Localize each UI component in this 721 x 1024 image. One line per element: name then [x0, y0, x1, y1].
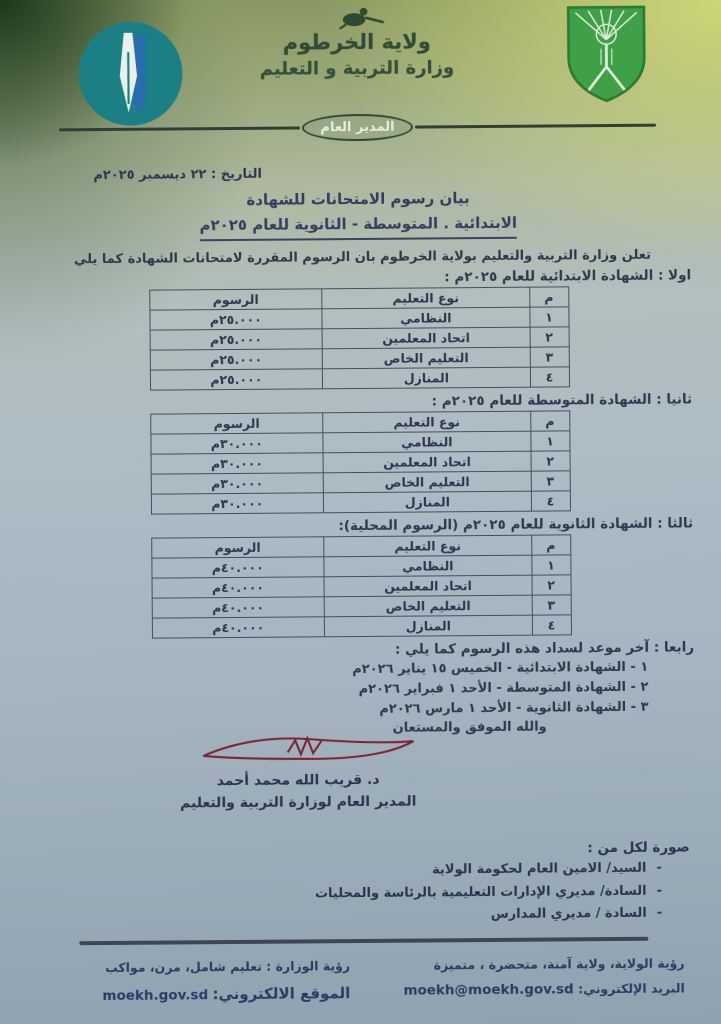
cell-fees: ٣٠.٠٠٠م — [151, 493, 324, 514]
col-header-type: نوع التعليم — [322, 287, 530, 309]
col-header-no: م — [529, 287, 568, 307]
table-row — [152, 615, 571, 638]
cell-no: ٢ — [530, 327, 569, 347]
state-shield-emblem-icon — [561, 2, 652, 111]
section-heading-intermediate: ثانيا : الشهادة المتوسطة للعام ٢٠٢٥م : — [431, 391, 693, 410]
copies-heading: صورة لكل من : — [587, 839, 690, 857]
deadline-item: ٢ - الشهادة المتوسطة - الأحد ١ فبراير ٢٠٢٦م — [358, 679, 649, 698]
letterhead — [0, 0, 718, 153]
website-address: moekh.gov.sd — [102, 986, 209, 1004]
section-heading-secondary: ثالثا : الشهادة الثانوية للعام ٢٠٢٥م (الرسوم المحلية): — [338, 515, 694, 535]
website-label: الموقع الالكتروني: — [212, 983, 351, 1003]
ministry-name: وزارة التربية و التعليم — [259, 57, 455, 80]
col-header-fees: الرسوم — [149, 289, 322, 310]
cell-type: المنازل — [324, 491, 532, 513]
col-header-no: م — [531, 535, 570, 555]
state-vision: رؤية الولاية، ولاية آمنة، متحضرة ، متميزة — [433, 955, 685, 973]
cell-type: النظامي — [322, 307, 530, 329]
table-row — [150, 367, 569, 390]
table-row — [151, 491, 570, 514]
ministry-vision: رؤية الوزارة : تعليم شامل، مرن، مواكب — [105, 957, 351, 975]
fees-table-primary — [149, 286, 570, 390]
bullet: - — [656, 861, 662, 877]
cell-fees: ٤٠.٠٠٠م — [151, 557, 324, 578]
col-header-fees: الرسوم — [151, 537, 324, 558]
email-label: البريد الإلكتروني: — [578, 980, 685, 997]
signatory-name: د. قريب الله محمد أحمد — [216, 772, 380, 790]
cell-type: اتحاد المعلمين — [323, 451, 531, 473]
signature-block — [28, 730, 698, 831]
office-badge: المدير العام — [302, 114, 412, 142]
document-title — [23, 184, 692, 242]
footer — [29, 950, 698, 1010]
divider-line-right — [415, 124, 656, 129]
copy-recipient-label: السادة / مديري المدارس — [490, 905, 647, 922]
cell-type: التعليم الخاص — [323, 471, 531, 493]
date-line: التاريخ : ٢٢ ديسمبر ٢٠٢٥م — [93, 166, 263, 184]
cell-fees: ٢٥.٠٠٠م — [150, 349, 323, 370]
cell-no: ٤ — [530, 367, 569, 387]
cell-no: ٢ — [532, 575, 571, 595]
footer-state-column — [370, 950, 693, 1008]
cell-type: النظامي — [323, 431, 531, 453]
cell-fees: ٤٠.٠٠٠م — [152, 577, 325, 598]
footer-ministry-column — [35, 953, 370, 1011]
fees-table-secondary — [151, 534, 572, 638]
col-header-type: نوع التعليم — [324, 535, 532, 557]
fees-table-intermediate — [150, 410, 571, 514]
cell-fees: ٢٥.٠٠٠م — [149, 309, 322, 330]
cell-type: التعليم الخاص — [324, 595, 532, 617]
cell-fees: ٢٥.٠٠٠م — [150, 369, 323, 390]
cell-fees: ٣٠.٠٠٠م — [150, 433, 323, 454]
website-line — [36, 978, 351, 1010]
section-heading-primary: اولا : الشهادة الابتدائية للعام ٢٠٢٥م : — [444, 267, 692, 286]
col-header-type: نوع التعليم — [323, 411, 531, 433]
cell-fees: ٣٠.٠٠٠م — [151, 473, 324, 494]
cell-no: ١ — [530, 307, 569, 327]
cell-no: ١ — [530, 431, 569, 451]
intro-paragraph: تعلن وزارة التربية والتعليم بولاية الخرطوم بان الرسوم المقررة لامتحانات الشهادة كما يلي — [73, 247, 652, 268]
cell-no: ٣ — [531, 471, 570, 491]
cell-type: النظامي — [324, 555, 532, 577]
footer-divider — [79, 936, 648, 944]
cell-type: التعليم الخاص — [322, 347, 530, 369]
cell-no: ٤ — [531, 491, 570, 511]
cell-no: ٣ — [532, 595, 571, 615]
bullet: - — [656, 883, 663, 899]
email-line — [370, 975, 685, 1004]
title-line-2: الابتدائية . المتوسطة - الثانوية للعام ٢٠٢٥م — [199, 211, 517, 241]
closing-phrase: والله الموفق والمستعان — [392, 719, 547, 737]
bullet: - — [656, 905, 663, 921]
section-heading-deadlines: رابعا : آخر موعد لسداد هذه الرسوم كما يلي : — [394, 639, 695, 658]
cell-no: ٤ — [532, 615, 571, 635]
cell-fees: ٤٠.٠٠٠م — [152, 597, 325, 618]
copy-recipient — [29, 902, 698, 929]
cell-no: ٢ — [531, 451, 570, 471]
cell-no: ١ — [531, 555, 570, 575]
col-header-no: م — [530, 411, 569, 431]
title-line-1: بيان رسوم الامتحانات للشهادة — [246, 189, 470, 209]
cell-type: اتحاد المعلمين — [324, 575, 532, 597]
col-header-fees: الرسوم — [150, 413, 323, 434]
document-body — [0, 163, 721, 1010]
cell-type: المنازل — [323, 367, 531, 389]
cell-fees: ٤٠.٠٠٠م — [152, 617, 325, 638]
cell-fees: ٢٥.٠٠٠م — [150, 329, 323, 350]
copy-recipient-label: السيد/ الامين العام لحكومة الولاية — [432, 861, 647, 878]
cell-type: اتحاد المعلمين — [322, 327, 530, 349]
deadline-item: ٣ - الشهادة الثانوية - الأحد ١ مارس ٢٠٢٦م — [379, 700, 649, 718]
email-address: moekh@moekh.gov.sd — [403, 981, 574, 999]
cell-no: ٣ — [530, 347, 569, 367]
letterhead-titles — [259, 29, 454, 80]
cell-type: المنازل — [325, 615, 533, 637]
signatory-title: المدير العام لوزارة التربية والتعليم — [180, 793, 417, 812]
cell-fees: ٣٠.٠٠٠م — [151, 453, 324, 474]
ministry-pen-logo-icon — [76, 19, 185, 132]
deadline-item: ١ - الشهادة الابتدائية - الخميس ١٥ يناير ٢٠٢٦م — [352, 659, 649, 678]
copy-recipient-label: السادة/ مديري الإدارات التعليمية بالرئاسة والمحليات — [314, 883, 647, 901]
state-name: ولاية الخرطوم — [282, 29, 432, 55]
